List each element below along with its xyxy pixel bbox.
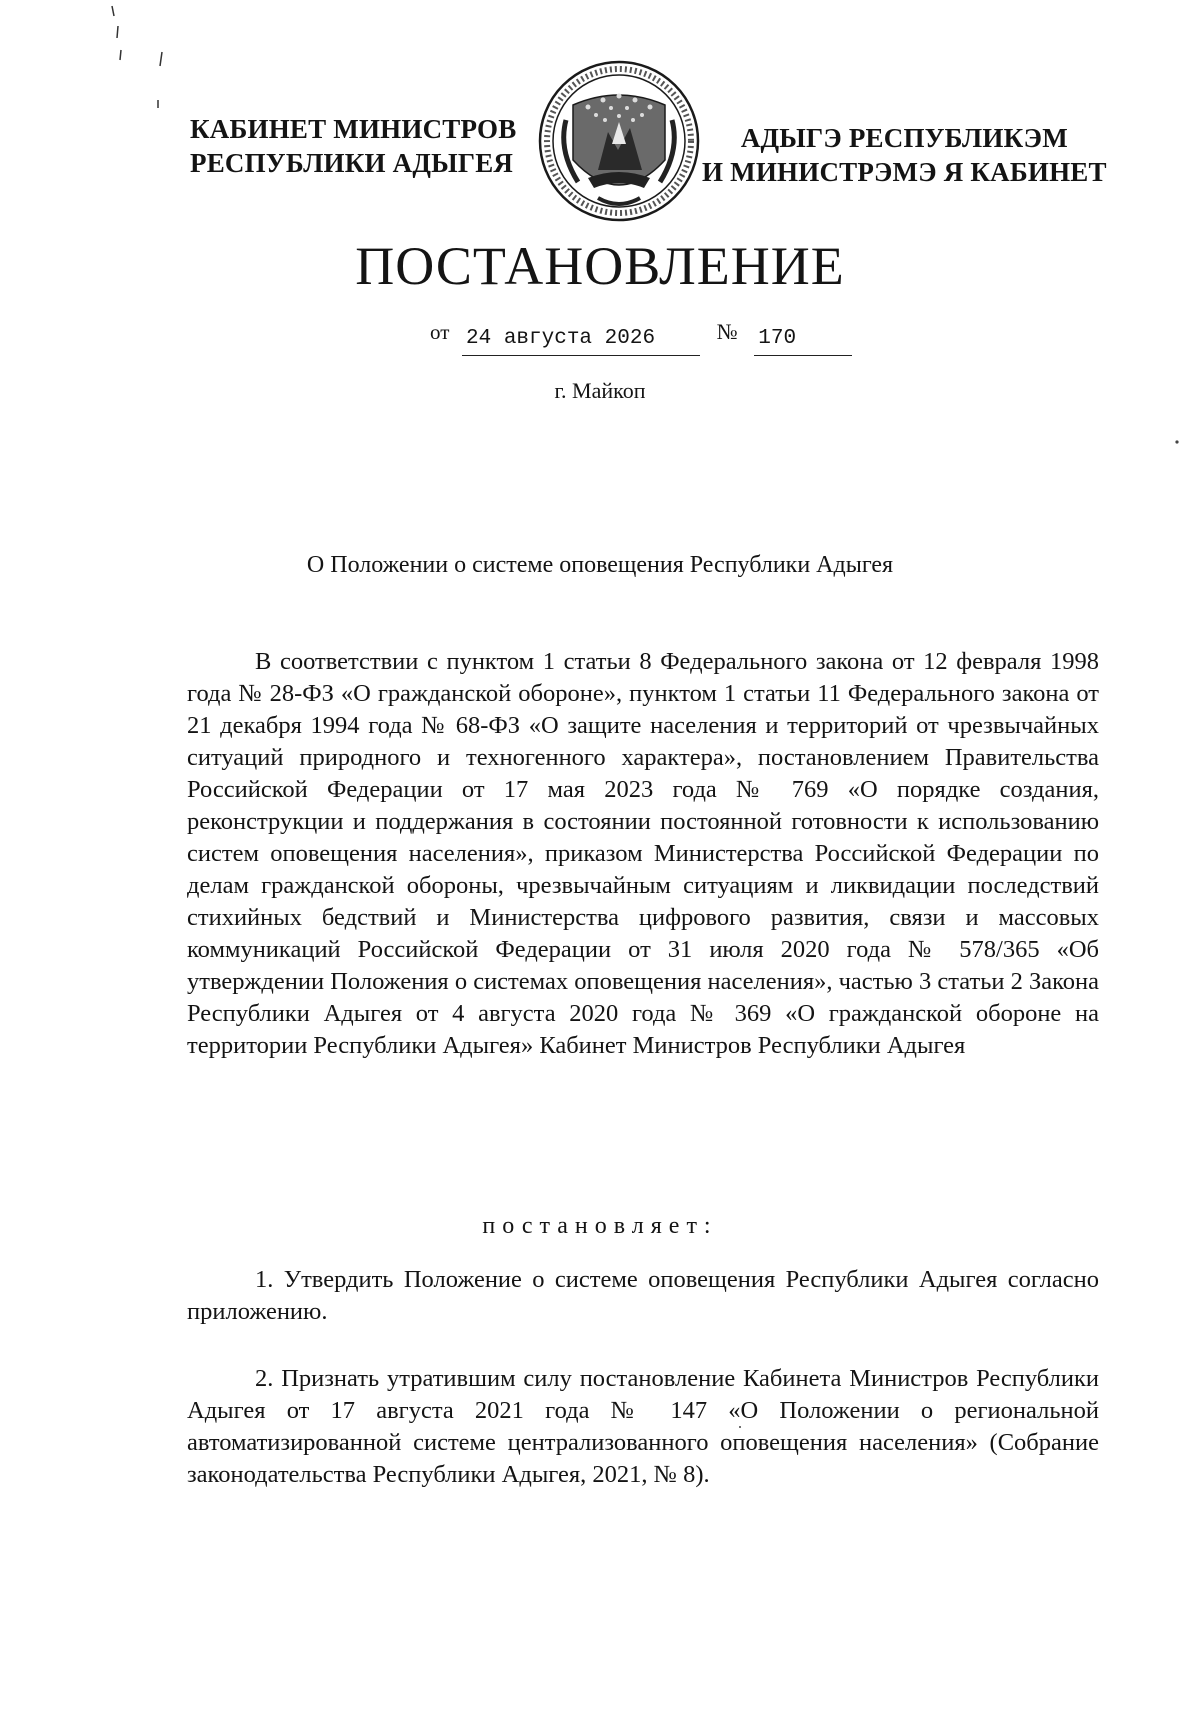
document-date: 24 августа 2026 [462, 325, 700, 356]
issuer-name-adyghe [702, 121, 1107, 189]
number-sign: № [716, 319, 738, 344]
decree-word: постановляет: [482, 1213, 718, 1239]
issuer-adyghe-line-1: АДЫГЭ РЕСПУБЛИКЭМ [740, 123, 1068, 153]
preamble-paragraph: В соответствии с пунктом 1 статьи 8 Федерального закона от 12 февраля 1998 года № 28-ФЗ «О гражданской обороне», пунктом 1 статьи 11 Федерального закона от 21 декабря 1994 года № 68-ФЗ «О защите населения и территорий от чрезвычайных ситуаций природного и техногенного характера», постановлением Правительства Российской Федерации от 17 мая 2023 года № 769 «О порядке создания, реконструкции и поддержания в состоянии постоянной готовности к использованию систем оповещения населения», приказом Министерства Российской Федерации по делам гражданской обороны, чрезвычайным ситуациям и ликвидации последствий стихийных бедствий и Министерства цифрового развития, связи и массовых коммуникаций Российской Федерации от 31 июля 2020 года № 578/365 «Об утверждении Положения о системах оповещения населения», частью 3 статьи 2 Закона Республики Адыгея от 4 августа 2020 года № 369 «О гражданской обороне на территории Республики Адыгея» Кабинет Министров Республики Адыгея [187, 648, 1100, 1059]
city-label: г. Майкоп [554, 378, 646, 403]
coat-of-arms-emblem [538, 60, 700, 222]
document-subject: О Положении о системе оповещения Республики Адыгея [306, 552, 894, 578]
date-prefix: от [430, 320, 450, 344]
document-number: 170 [754, 325, 852, 356]
decree-item-2: 2. Признать утратившим силу постановление Кабинета Министров Республики Адыгея от 17 августа 2021 года № 147 «О Положении о региональной автоматизированной системе централизованного оповещения населения» (Собрание законодательства Республики Адыгея, 2021, № 8). [187, 1365, 1099, 1488]
issuer-name-russian [190, 112, 516, 180]
document-title: ПОСТАНОВЛЕНИЕ [355, 236, 845, 296]
date-number-line [430, 318, 852, 352]
issuer-line-1: КАБИНЕТ МИНИСТРОВ [190, 114, 517, 144]
issuer-adyghe-line-2: И МИНИСТРЭМЭ Я КАБИНЕТ [702, 157, 1107, 187]
issuer-line-2: РЕСПУБЛИКИ АДЫГЕЯ [190, 148, 514, 178]
decree-item-1: 1. Утвердить Положение о системе оповещения Республики Адыгея согласно приложению. [187, 1266, 1099, 1325]
